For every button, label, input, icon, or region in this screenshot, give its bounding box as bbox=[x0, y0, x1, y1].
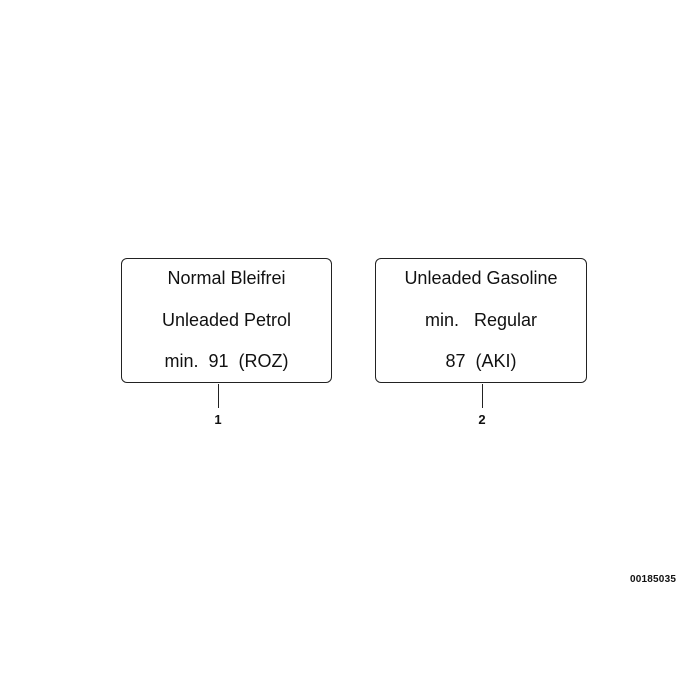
leader-line-1 bbox=[218, 384, 219, 408]
callout-number-1: 1 bbox=[214, 412, 222, 427]
label-2-line-3: 87 (AKI) bbox=[445, 351, 517, 371]
callout-number-2: 2 bbox=[478, 412, 486, 427]
label-1-line-2: Unleaded Petrol bbox=[161, 310, 292, 330]
fuel-label-1 bbox=[121, 258, 332, 383]
label-2-line-2: min. Regular bbox=[424, 310, 538, 330]
diagram-id: 00185035 bbox=[630, 574, 677, 585]
leader-line-2 bbox=[482, 384, 483, 408]
label-1-line-1: Normal Bleifrei bbox=[167, 268, 286, 288]
label-2-line-1: Unleaded Gasoline bbox=[404, 268, 558, 288]
fuel-label-2 bbox=[375, 258, 587, 383]
label-1-line-3: min. 91 (ROZ) bbox=[164, 351, 289, 371]
